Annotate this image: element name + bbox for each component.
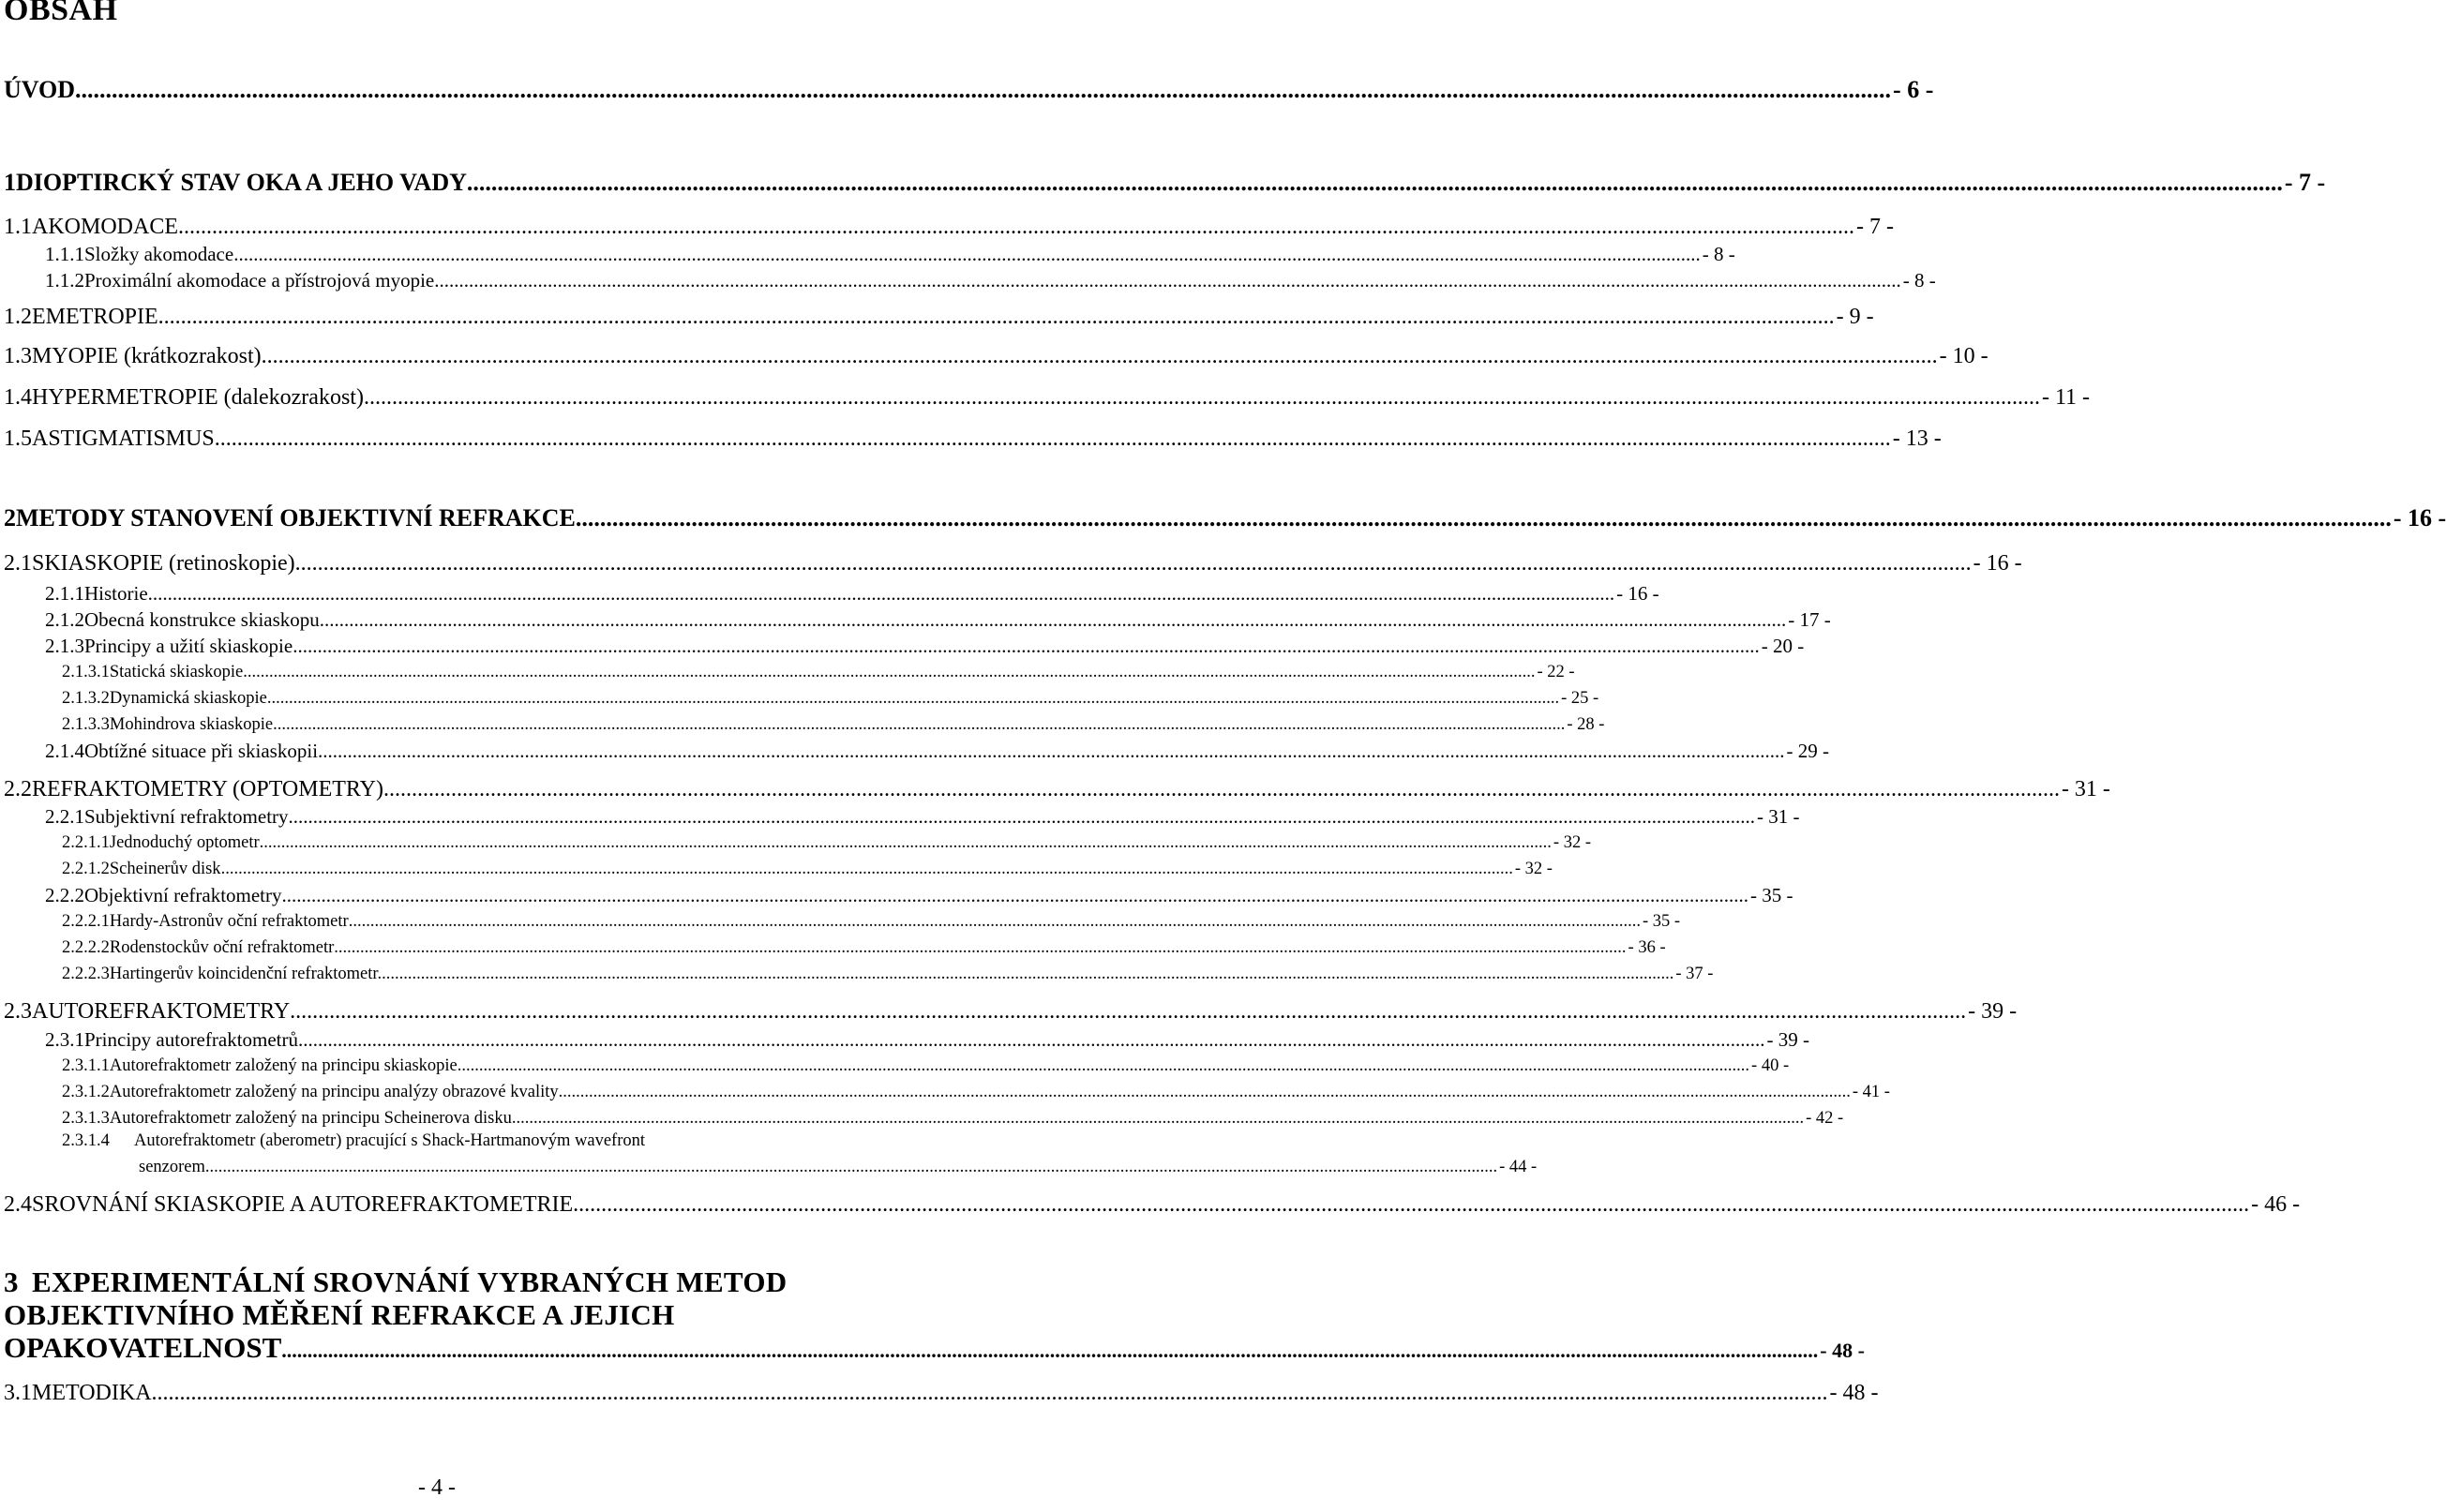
toc-entry-page: - 28 - bbox=[1567, 715, 1605, 734]
toc-entry-2-2-2-2[interactable] bbox=[62, 938, 1666, 958]
toc-entry-number: 2.4 bbox=[4, 1192, 32, 1217]
toc-entry-number: 2.1.3.1 bbox=[62, 663, 110, 681]
toc-entry-text: Objektivní refraktometry bbox=[84, 884, 282, 906]
toc-entry-text: REFRAKTOMETRY (OPTOMETRY) bbox=[32, 777, 383, 801]
toc-entry-text: Hardy-Astronův oční refraktometr bbox=[109, 912, 349, 931]
toc-entry-2-2-2-3[interactable] bbox=[62, 965, 1714, 984]
toc-entry-number: 1.1 bbox=[4, 215, 32, 239]
toc-leader-dots bbox=[573, 1192, 2249, 1218]
toc-entry-text: Obecná konstrukce skiaskopu bbox=[84, 608, 320, 631]
toc-entry-page: - 35 - bbox=[1750, 884, 1793, 906]
toc-entry-text: Mohindrova skiaskopie bbox=[109, 715, 274, 734]
toc-entry-number: 2.3 bbox=[4, 999, 32, 1024]
toc-entry-text: Obtížné situace při skiaskopii bbox=[84, 740, 319, 762]
toc-entry-page: - 36 - bbox=[1628, 938, 1666, 957]
toc-leader-dots bbox=[233, 243, 1701, 266]
toc-entry-text: SKIASKOPIE (retinoskopie) bbox=[32, 551, 295, 576]
toc-entry-page: - 41 - bbox=[1852, 1083, 1890, 1101]
toc-entry-page: - 32 - bbox=[1514, 860, 1553, 878]
toc-leader-dots bbox=[158, 305, 1835, 330]
toc-entry-number: 2.2.1.1 bbox=[62, 833, 110, 852]
toc-leader-dots bbox=[178, 215, 1854, 240]
toc-entry-text: Scheinerův disk bbox=[109, 860, 221, 878]
toc-entry-page: - 11 - bbox=[2041, 385, 2091, 410]
toc-entry-1-2[interactable] bbox=[4, 305, 1874, 330]
toc-leader-dots bbox=[75, 76, 1891, 104]
toc-entry-number: 2.1.3.2 bbox=[62, 689, 110, 708]
toc-entry-2-1-3-3[interactable] bbox=[62, 715, 1605, 735]
toc-entry-1-3[interactable] bbox=[4, 344, 1988, 369]
toc-entry-2-4[interactable] bbox=[4, 1192, 2301, 1218]
toc-entry-1[interactable] bbox=[4, 169, 2326, 197]
toc-entry-text: EXPERIMENTÁLNÍ SROVNÁNÍ VYBRANÝCH METOD bbox=[32, 1265, 788, 1298]
toc-entry-2-2-2-1[interactable] bbox=[62, 912, 1681, 932]
toc-entry-text: SROVNÁNÍ SKIASKOPIE A AUTOREFRAKTOMETRIE bbox=[32, 1192, 574, 1217]
toc-entry-text: Principy a užití skiaskopie bbox=[84, 635, 293, 657]
page-title: OBSAH bbox=[4, 0, 118, 27]
toc-entry-number: 1 bbox=[4, 169, 16, 196]
toc-entry-number: 2.3.1 bbox=[45, 1028, 84, 1051]
toc-entry-2-2-1[interactable] bbox=[45, 805, 1800, 829]
toc-leader-dots bbox=[349, 912, 1641, 932]
toc-entry-number: 2.2.1.2 bbox=[62, 860, 110, 878]
toc-entry-2-1-3[interactable] bbox=[45, 635, 1805, 658]
toc-entry-2-3[interactable] bbox=[4, 999, 2018, 1025]
toc-leader-dots bbox=[289, 805, 1756, 829]
toc-leader-dots bbox=[434, 269, 1901, 292]
toc-entry-2[interactable] bbox=[4, 504, 2446, 532]
toc-entry-text: Jednoduchý optometr bbox=[109, 833, 260, 852]
toc-entry-number: 3 bbox=[4, 1265, 19, 1298]
toc-entry-page: - 39 - bbox=[1968, 999, 2018, 1024]
toc-leader-dots bbox=[243, 663, 1535, 682]
toc-entry-text: EMETROPIE bbox=[32, 305, 158, 329]
toc-entry-number: 2.2.2 bbox=[45, 884, 84, 906]
toc-entry-page: - 8 - bbox=[1702, 243, 1735, 265]
toc-entry-text: ÚVOD bbox=[4, 76, 76, 103]
toc-entry-page: - 46 - bbox=[2251, 1192, 2301, 1217]
toc-entry-page: - 48 - bbox=[1829, 1381, 1879, 1405]
toc-entry-text: Hartingerův koincidenční refraktometr. bbox=[109, 965, 383, 983]
toc-entry-text: METODIKA bbox=[32, 1381, 152, 1405]
toc-entry-text: HYPERMETROPIE (dalekozrakost) bbox=[32, 385, 364, 410]
toc-entry-page: - 8 - bbox=[1902, 269, 1936, 292]
toc-entry-text: Statická skiaskopie bbox=[109, 663, 244, 681]
toc-entry-2-2-1-1[interactable] bbox=[62, 833, 1591, 853]
toc-leader-dots bbox=[467, 169, 2283, 197]
toc-entry-text: AKOMODACE bbox=[32, 215, 178, 239]
toc-entry-text: OBJEKTIVNÍHO MĚŘENÍ REFRAKCE A JEJICH bbox=[4, 1298, 675, 1331]
toc-entry-3-1[interactable] bbox=[4, 1381, 1879, 1406]
toc-entry-page: - 16 - bbox=[2393, 504, 2446, 531]
toc-entry-text: Dynamická skiaskopie bbox=[109, 689, 267, 708]
toc-entry-page: - 44 - bbox=[1499, 1158, 1538, 1176]
toc-leader-dots bbox=[215, 427, 1891, 452]
toc-entry-page: - 22 - bbox=[1537, 663, 1575, 681]
toc-entry-number: 1.2 bbox=[4, 305, 32, 329]
toc-entry-page: - 10 - bbox=[1939, 344, 1988, 368]
toc-entry-page: - 32 - bbox=[1553, 833, 1591, 852]
toc-leader-dots bbox=[298, 1028, 1765, 1052]
toc-entry-text: Autorefraktometr (aberometr) pracující s Shack-Hartmanovým wavefront bbox=[134, 1131, 646, 1150]
toc-entry-page: - 39 - bbox=[1766, 1028, 1810, 1051]
toc-leader-dots bbox=[205, 1158, 1497, 1177]
toc-leader-dots bbox=[364, 385, 2040, 411]
toc-entry-page: - 42 - bbox=[1806, 1109, 1844, 1128]
toc-entry-page: - 9 - bbox=[1836, 305, 1874, 329]
toc-entry-number: 1.4 bbox=[4, 385, 32, 410]
toc-entry-number: 2.3.1.2 bbox=[62, 1083, 110, 1101]
toc-entry-number: 2.2.2.2 bbox=[62, 938, 110, 957]
toc-entry-page: - 25 - bbox=[1561, 689, 1599, 708]
toc-entry-number: 2.2.2.3 bbox=[62, 965, 110, 983]
toc-entry-number: 2.1 bbox=[4, 551, 32, 576]
toc-leader-dots bbox=[273, 715, 1565, 735]
toc-entry-text: senzorem bbox=[139, 1158, 205, 1176]
toc-entry-page: - 16 - bbox=[1616, 582, 1659, 605]
toc-leader-dots bbox=[148, 582, 1615, 606]
toc-entry-2-3-1-2[interactable] bbox=[62, 1083, 1890, 1102]
toc-leader-dots bbox=[576, 504, 2392, 532]
toc-entry-number: 1.1.1 bbox=[45, 243, 84, 265]
toc-entry-page: - 6 - bbox=[1893, 76, 1934, 103]
toc-leader-dots bbox=[334, 938, 1626, 958]
toc-entry-text: MYOPIE (krátkozrakost) bbox=[32, 344, 262, 368]
toc-entry-3-line2[interactable] bbox=[4, 1298, 675, 1332]
toc-entry-text: Autorefraktometr založený na principu analýzy obrazové kvality bbox=[109, 1083, 559, 1101]
toc-leader-dots bbox=[559, 1083, 1851, 1102]
toc-leader-dots bbox=[282, 884, 1749, 907]
toc-entry-page: - 31 - bbox=[1757, 805, 1800, 828]
toc-entry-2-1-3-1[interactable] bbox=[62, 663, 1575, 682]
toc-entry-number: 3.1 bbox=[4, 1381, 32, 1405]
toc-entry-text: Složky akomodace bbox=[84, 243, 234, 265]
toc-entry-2-1-4[interactable] bbox=[45, 740, 1830, 763]
toc-entry-page: - 7 - bbox=[2284, 169, 2326, 196]
toc-entry-text: Autorefraktometr založený na principu Scheinerova disku bbox=[109, 1109, 512, 1128]
toc-entry-2-3-1-3[interactable] bbox=[62, 1109, 1844, 1129]
toc-entry-page: - 40 - bbox=[1751, 1056, 1790, 1075]
toc-entry-uvod[interactable] bbox=[4, 76, 1934, 104]
toc-entry-1-1-2[interactable] bbox=[45, 269, 1936, 292]
toc-entry-2-1-1[interactable] bbox=[45, 582, 1659, 606]
toc-leader-dots bbox=[293, 635, 1760, 658]
toc-entry-number: 2.3.1.4 bbox=[62, 1131, 110, 1150]
toc-entry-2-1-2[interactable] bbox=[45, 608, 1831, 632]
toc-entry-page: - 29 - bbox=[1786, 740, 1830, 762]
toc-entry-number: 2.1.3 bbox=[45, 635, 84, 657]
toc-entry-1-4[interactable] bbox=[4, 385, 2091, 411]
toc-entry-page: - 35 - bbox=[1642, 912, 1681, 931]
toc-entry-number: 2.1.2 bbox=[45, 608, 84, 631]
toc-entry-page: - 31 - bbox=[2061, 777, 2110, 801]
toc-entry-number: 2.1.1 bbox=[45, 582, 84, 605]
toc-entry-page: - 48 - bbox=[1820, 1339, 1865, 1362]
toc-leader-dots bbox=[260, 833, 1552, 853]
toc-entry-2-3-1-1[interactable] bbox=[62, 1056, 1790, 1076]
toc-leader-dots bbox=[152, 1381, 1828, 1406]
page-number: - 4 - bbox=[418, 1475, 456, 1500]
toc-leader-dots bbox=[318, 740, 1785, 763]
toc-entry-text: Autorefraktometr založený na principu skiaskopie bbox=[109, 1056, 458, 1075]
toc-entry-3[interactable] bbox=[4, 1265, 787, 1299]
toc-entry-page: - 16 - bbox=[1973, 551, 2022, 576]
toc-entry-2-2[interactable] bbox=[4, 777, 2110, 802]
toc-entry-number: 2.3.1.1 bbox=[62, 1056, 110, 1075]
toc-entry-number: 2.1.3.3 bbox=[62, 715, 110, 734]
toc-leader-dots bbox=[221, 860, 1513, 879]
toc-entry-2-1[interactable] bbox=[4, 551, 2022, 576]
toc-entry-number: 1.3 bbox=[4, 344, 32, 368]
toc-entry-text: Proximální akomodace a přístrojová myopie bbox=[84, 269, 435, 292]
toc-entry-1-1[interactable] bbox=[4, 215, 1894, 240]
toc-entry-page: - 13 - bbox=[1892, 427, 1942, 451]
toc-entry-text: Subjektivní refraktometry bbox=[84, 805, 289, 828]
toc-entry-text: OPAKOVATELNOST bbox=[4, 1331, 282, 1364]
toc-leader-dots bbox=[267, 689, 1559, 709]
toc-entry-2-2-1-2[interactable] bbox=[62, 860, 1553, 879]
toc-entry-2-3-1[interactable] bbox=[45, 1028, 1810, 1052]
toc-entry-number: 2.2 bbox=[4, 777, 32, 801]
toc-entry-2-3-1-4-continued[interactable] bbox=[139, 1158, 1538, 1177]
toc-leader-dots bbox=[383, 777, 2060, 802]
toc-leader-dots bbox=[290, 999, 1966, 1025]
toc-entry-page: - 7 - bbox=[1856, 215, 1894, 239]
toc-entry-2-1-3-2[interactable] bbox=[62, 689, 1599, 709]
toc-entry-number: 2.2.2.1 bbox=[62, 912, 110, 931]
toc-entry-text: AUTOREFRAKTOMETRY bbox=[32, 999, 291, 1024]
toc-entry-number: 1.5 bbox=[4, 427, 32, 451]
toc-leader-dots bbox=[320, 608, 1787, 632]
toc-leader-dots bbox=[512, 1109, 1804, 1129]
toc-entry-text: Rodenstockův oční refraktometr bbox=[109, 938, 335, 957]
toc-entry-number: 2 bbox=[4, 504, 16, 531]
toc-entry-page: - 37 - bbox=[1675, 965, 1714, 983]
toc-entry-2-3-1-4[interactable] bbox=[62, 1131, 645, 1151]
toc-entry-2-2-2[interactable] bbox=[45, 884, 1793, 907]
toc-entry-text: METODY STANOVENÍ OBJEKTIVNÍ REFRAKCE bbox=[16, 504, 576, 531]
toc-entry-3-line3[interactable] bbox=[4, 1331, 1865, 1365]
toc-leader-dots bbox=[281, 1339, 1818, 1363]
toc-entry-number: 1.1.2 bbox=[45, 269, 84, 292]
toc-leader-dots bbox=[295, 551, 1972, 576]
toc-entry-1-5[interactable] bbox=[4, 427, 1942, 452]
toc-entry-text: ASTIGMATISMUS bbox=[32, 427, 215, 451]
toc-entry-1-1-1[interactable] bbox=[45, 243, 1735, 266]
toc-entry-page: - 20 - bbox=[1761, 635, 1805, 657]
toc-leader-dots bbox=[458, 1056, 1749, 1076]
toc-leader-dots bbox=[262, 344, 1938, 369]
toc-entry-number: 2.3.1.3 bbox=[62, 1109, 110, 1128]
toc-leader-dots bbox=[382, 965, 1673, 984]
toc-entry-text: Principy autorefraktometrů bbox=[84, 1028, 299, 1051]
toc-entry-text: Historie bbox=[84, 582, 148, 605]
toc-entry-number: 2.1.4 bbox=[45, 740, 84, 762]
toc-entry-text: DIOPTIRCKÝ STAV OKA A JEHO VADY bbox=[16, 169, 467, 196]
toc-entry-number: 2.2.1 bbox=[45, 805, 84, 828]
toc-entry-page: - 17 - bbox=[1788, 608, 1831, 631]
